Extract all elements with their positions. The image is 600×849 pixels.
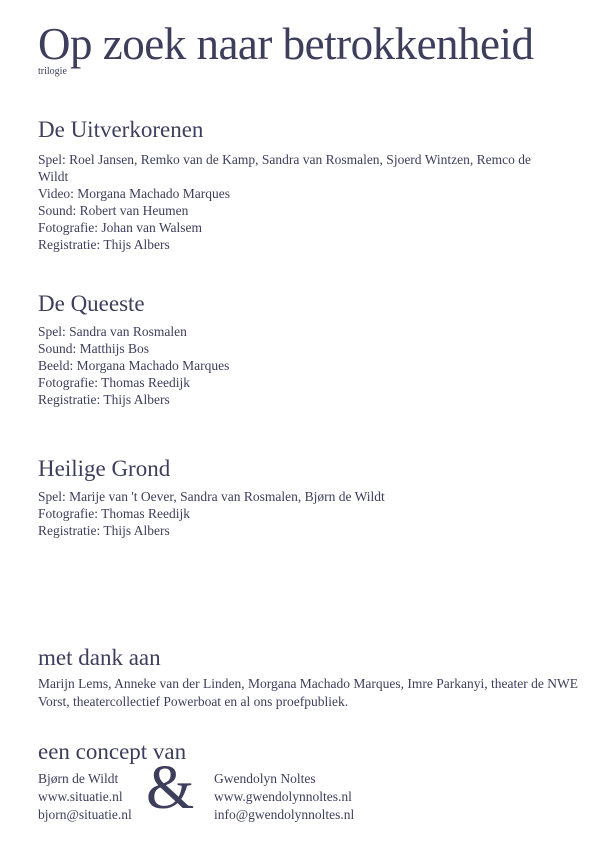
contact-website-link[interactable]: www.situatie.nl [38, 789, 123, 804]
ampersand: & [146, 754, 195, 822]
thanks-text: Marijn Lems, Anneke van der Linden, Morgana Machado Marques, Imre Parkanyi, theater de NWE Vorst, theatercollectief Powerboat en al ons proefpubliek. [38, 676, 578, 709]
section-heading-queeste: De Queeste [38, 291, 145, 316]
credit-line: Fotografie: Johan van Walsem [38, 220, 203, 235]
contact-email-link[interactable]: info@gwendolynnoltes.nl [214, 807, 355, 822]
concept-right-contact [214, 770, 354, 824]
section-heading-heilige-grond: Heilige Grond [38, 456, 171, 481]
page-title: Op zoek naar betrokkenheid [38, 19, 534, 69]
credit-line: Beeld: Morgana Machado Marques [38, 358, 230, 373]
credit-line: Fotografie: Thomas Reedijk [38, 375, 190, 390]
credit-line: Registratie: Thijs Albers [38, 392, 170, 407]
credit-line: Fotografie: Thomas Reedijk [38, 506, 190, 521]
contact-name: Gwendolyn Noltes [214, 771, 316, 786]
credit-line: Sound: Robert van Heumen [38, 203, 189, 218]
contact-website-link[interactable]: www.gwendolynnoltes.nl [214, 789, 352, 804]
section-heading-uitverkorenen: De Uitverkorenen [38, 117, 204, 142]
credit-line: Spel: Sandra van Rosmalen [38, 324, 187, 339]
contact-email-link[interactable]: bjorn@situatie.nl [38, 807, 132, 822]
page-subtitle: trilogie [38, 66, 67, 77]
credit-line: Sound: Matthijs Bos [38, 341, 150, 356]
credit-line: Spel: Roel Jansen, Remko van de Kamp, Sandra van Rosmalen, Sjoerd Wintzen, Remco de Wildt [38, 152, 531, 184]
credit-line: Video: Morgana Machado Marques [38, 186, 231, 201]
credits-queeste [38, 323, 229, 408]
credit-line: Registratie: Thijs Albers [38, 523, 170, 538]
credit-line: Registratie: Thijs Albers [38, 237, 170, 252]
concept-left-contact [38, 770, 132, 824]
credits-uitverkorenen [38, 151, 558, 253]
thanks-heading: met dank aan [38, 645, 161, 670]
contact-name: Bjørn de Wildt [38, 771, 119, 786]
credit-line: Spel: Marije van 't Oever, Sandra van Rosmalen, Bjørn de Wildt [38, 489, 385, 504]
concept-heading: een concept van [38, 739, 187, 764]
credits-heilige-grond [38, 488, 385, 539]
